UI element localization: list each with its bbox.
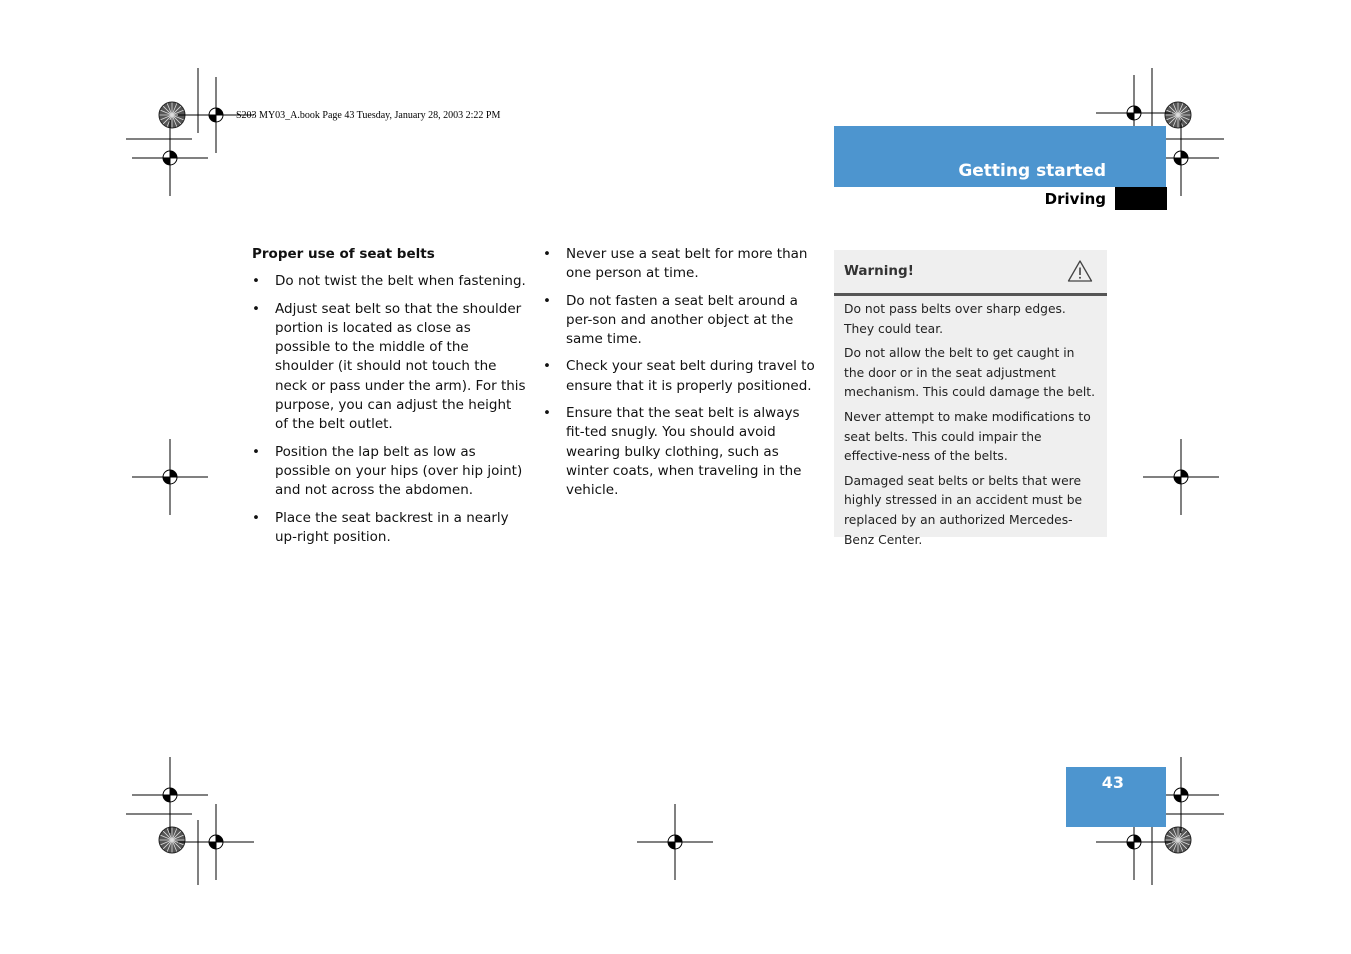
list-item: • Position the lap belt as low as possible on your hips (over hip joint) and not across the abdomen.: [252, 443, 523, 499]
warning-triangle-icon: [1067, 259, 1093, 283]
crosshair-mark: [132, 757, 208, 833]
bullet-icon: •: [252, 273, 260, 290]
section-heading: Proper use of seat belts: [252, 246, 435, 262]
warning-paragraph: Damaged seat belts or belts that were highly stressed in an accident must be replaced by an authorized Mercedes-Benz Center.: [844, 473, 1083, 547]
subsection-marker: [1115, 187, 1167, 210]
warning-paragraph: Do not pass belts over sharp edges. They could tear.: [844, 302, 1066, 336]
list-item: • Place the seat backrest in a nearly up-right position.: [252, 509, 509, 545]
section-title: Getting started: [958, 161, 1106, 181]
warning-paragraph: Do not allow the belt to get caught in the door or in the seat adjustment mechanism. This could damage the belt.: [844, 346, 1096, 400]
list-item: • Never use a seat belt for more than one person at time.: [543, 246, 808, 282]
section-header-bar: [834, 126, 1166, 187]
warning-header: [834, 250, 1107, 296]
list-item: • Do not fasten a seat belt around a per-son and another object at the same time.: [543, 292, 798, 348]
subsection-title: Driving: [1044, 190, 1106, 208]
bullet-icon: •: [543, 246, 551, 262]
bullet-icon: •: [252, 509, 260, 526]
bullet-icon: •: [543, 292, 551, 309]
bullet-icon: •: [252, 443, 260, 460]
bullet-icon: •: [543, 405, 551, 422]
bullet-icon: •: [543, 358, 551, 375]
page-number: 43: [1101, 773, 1124, 792]
list-item: • Ensure that the seat belt is always fit-ted snugly. You should avoid wearing bulky clothing, such as winter coats, when traveling in the vehicle.: [543, 405, 802, 499]
list-item: • Check your seat belt during travel to ensure that it is properly positioned.: [543, 358, 815, 394]
crosshair-mark: [132, 120, 208, 196]
list-item: • Do not twist the belt when fastening.: [252, 272, 527, 291]
page-number-box: [1066, 767, 1166, 827]
crosshair-mark: [132, 439, 208, 515]
warning-body: [834, 296, 1107, 550]
content-column-middle: [543, 245, 818, 509]
print-job-info: S203 MY03_A.book Page 43 Tuesday, January 28, 2003 2:22 PM: [236, 110, 501, 121]
warning-paragraph: Never attempt to make modifications to seat belts. This could impair the effective-ness of the belts.: [844, 409, 1091, 464]
crosshair-mark: [178, 804, 254, 880]
sunburst-mark: [1165, 827, 1191, 853]
warning-title: Warning!: [844, 263, 914, 279]
content-column-left: [252, 245, 527, 555]
crosshair-mark: [1143, 439, 1219, 515]
warning-box: [834, 250, 1107, 547]
sunburst-mark: [1165, 102, 1191, 128]
crosshair-mark: [637, 804, 713, 880]
sunburst-mark: [159, 827, 185, 853]
bullet-list: [543, 245, 818, 501]
bullet-list: [252, 272, 527, 547]
bullet-icon: •: [252, 300, 260, 317]
list-item: • Adjust seat belt so that the shoulder portion is located as close as possible to the middle of the shoulder (it should not touch the neck or pass under the arm). For this purpose, you can adjust the height of the belt outlet.: [252, 300, 526, 433]
